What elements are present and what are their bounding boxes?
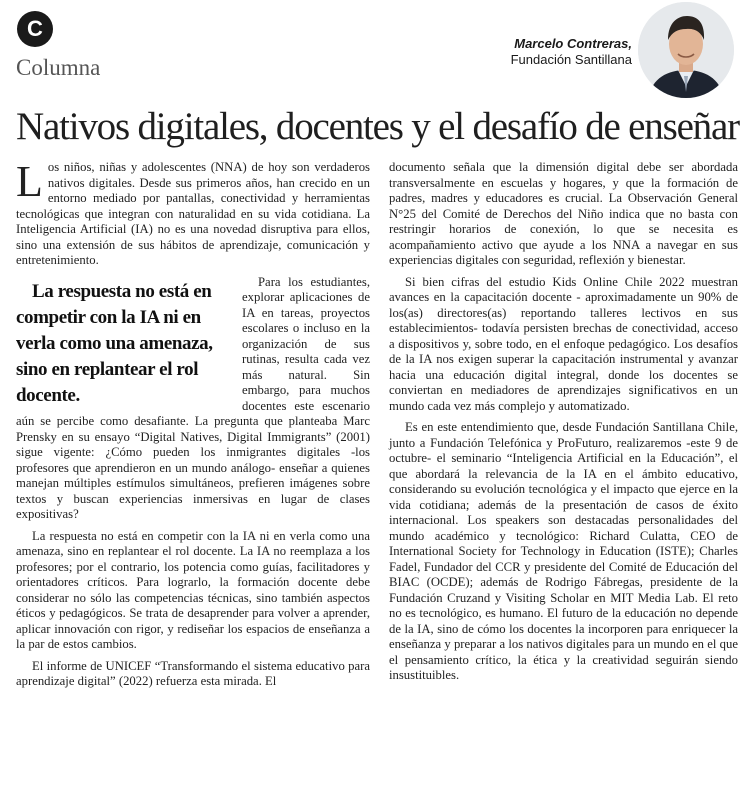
- author-byline: [511, 36, 632, 68]
- paragraph: El informe de UNICEF “Transformando el sistema educativo para aprendizaje digital” (2022) refuerza esta mirada. El: [16, 658, 370, 688]
- author-portrait-icon: [638, 2, 734, 98]
- drop-cap: L: [16, 157, 43, 206]
- paragraph: La respuesta no está en competir con la IA ni en verla como una amenaza, sino en replantear el rol docente. La IA no reemplaza a los profesores; por el contrario, los potencia como guías, facilitadores y orientadores críticos. Para lograrlo, la formación docente debe considerar no sólo las competencias técnicas, sino también aspectos éticos y pedagógicos. Se trata de desaprender para volver a aprender, aplicar innovación con rigor, y rediseñar los espacios de enseñanza a la par de estos cambios.: [16, 528, 370, 651]
- paragraph: Es en este entendimiento que, desde Fundación Santillana Chile, junto a Fundación Telefónica y ProFuturo, realizaremos -este 9 de octubre- el seminario “Inteligencia Artificial en la Educación”, el que abordará la relevancia de la IA en el ámbito educativo, considerando su evolución tecnológica y el impacto que ejerce en la vida cotidiana; además de la presentación de casos de éxito internacional. Los speakers son destacadas personalidades del mundo académico y tecnológico: Richard Culatta, CEO de International Society for Technology in Education (ISTE); Charles Fadel, Fundador del CCR y presidente del Comité de Educación del BIAC (OCDE); además de Rodrigo Fábregas, presidente de la Fundación Cruzand y Visiting Scholar en MIT Media Lab. El reto no es tecnológico, es humano. El futuro de la educación no depende de la IA, sino de cómo los docentes la incorporen para enriquecer la enseñanza y preparar a los nativos digitales para un mundo en el que el pensamiento crítico, la ética y la creatividad seguirán siendo insustituibles.: [389, 420, 738, 682]
- paragraph-text: os niños, niñas y adolescentes (NNA) de hoy son verdaderos nativos digitales. Desde sus primeros años, han crecido en un entorno mediado por pantallas, conectividad y herramientas tecnológicas que integran con naturalidad en su vida cotidiana. La Inteligencia Artificial (IA) no es una novedad disruptiva para ellos, sino una extensión de sus hábitos de aprendizaje, comunicación y entretenimiento.: [16, 160, 370, 267]
- author-name: Marcelo Contreras,: [514, 36, 632, 51]
- article-headline: Nativos digitales, docentes y el desafío de enseñar: [16, 105, 739, 148]
- article-column-right: [389, 160, 738, 690]
- article-column-left: [16, 157, 370, 696]
- section-label: Columna: [16, 55, 101, 80]
- paragraph-text: Para los estudiantes, explorar aplicaciones de IA en tareas, proyectos escolares o incluso en la organización de sus rutinas, resulta cada vez más natural. Sin embargo, para muchos docentes este escenario aún se percibe como desafiante. La pregunta que planteaba Marc Prensky en su ensayo “Digital Natives, Digital Immigrants” (2001) sigue vigente: ¿Cómo pueden los inmigrantes digitales -los profesores que aprendieron en un mundo análogo- enseñar a quienes manejan múltiples estímulos simultáneos, prefieren imágenes sobre textos y buscan experiencias inmersivas en lugar de clases expositivas?: [16, 274, 370, 521]
- paragraph: [16, 275, 370, 523]
- section-badge: C: [17, 11, 53, 47]
- paragraph: documento señala que la dimensión digital debe ser abordada transversalmente en escuelas y hogares, y que la formación de padres, madres y educadores es crucial. La Observación General N°25 del Comité de Derechos del Niño indica que no basta con restringir horarios de conexión, lo que se necesita es acompañamiento activo que ayude a los NNA a navegar en sus experiencias digitales con seguridad, reflexión y bienestar.: [389, 160, 738, 267]
- author-photo: [638, 2, 734, 98]
- author-organization: Fundación Santillana: [510, 52, 632, 67]
- paragraph: Si bien cifras del estudio Kids Online Chile 2022 muestran avances en la capacitación docente - aproximadamente un 90% de los(as) directores(as) reportando talleres lectivos en sus establecimientos- todavía persisten brechas de conectividad, acceso a dispositivos y, sobre todo, en el enfoque pedagógico. Los desafíos de la IA nos exigen superar la capacitación instrumental y avanzar hacia una educación digital integral, donde los docentes se conviertan en mediadores de aprendizajes significativos en un mundo cada vez más complejo y automatizado.: [389, 274, 738, 413]
- paragraph: [16, 157, 370, 269]
- pull-quote: La respuesta no está en competir con la IA ni en verla como una amenaza, sino en replantear el rol docente.: [16, 280, 213, 406]
